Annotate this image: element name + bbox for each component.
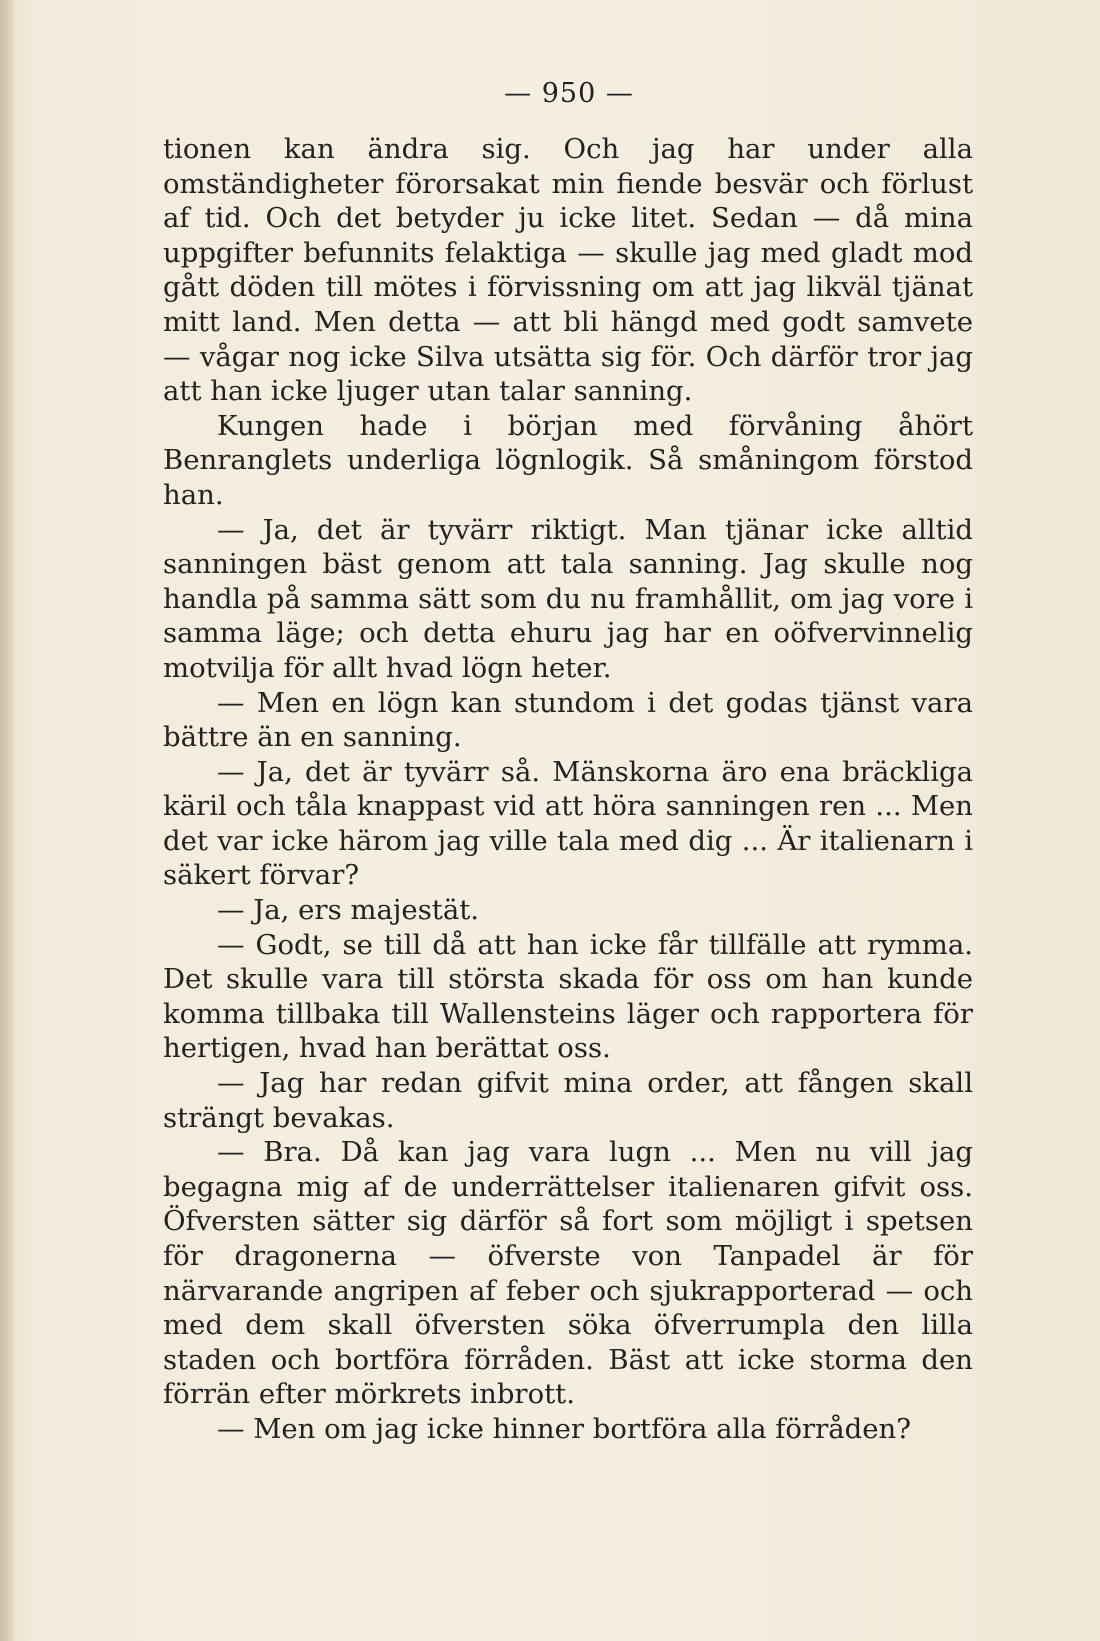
paragraph-1: tionen kan ändra sig. Och jag har under alla omständigheter förorsakat min fiende besvär och förlust af tid. Och det betyder ju icke litet. Sedan — då mina uppgifter befunnits felaktiga — skulle jag med gladt mod gått döden till mötes i förvissning om att jag likväl tjänat mitt land. Men detta — att bli hängd med godt samvete — vågar nog icke Silva utsätta sig för. Och därför tror jag att han icke ljuger utan talar sanning. (163, 133, 973, 408)
paragraph-10: — Men om jag icke hinner bortföra alla förråden? (217, 1412, 911, 1445)
page-number: — 950 — (504, 78, 634, 109)
paragraph-2: Kungen hade i början med förvåning åhört Benranglets underliga lögnlogik. Så småningom förstod han. (163, 409, 973, 511)
page-binding-edge (0, 0, 14, 1641)
paragraph-3: — Ja, det är tyvärr riktigt. Man tjänar icke alltid sanningen bäst genom att tala sanning. Jag skulle nog handla på samma sätt som du nu framhållit, om jag vore i samma läge; och detta ehuru jag har en oöfvervinnelig motvilja för allt hvad lögn heter. (163, 513, 973, 684)
body-text (163, 132, 973, 1447)
paragraph-5: — Ja, det är tyvärr så. Mänskorna äro ena bräckliga käril och tåla knappast vid att höra sanningen ren ... Men det var icke härom jag ville tala med dig ... Är italienarn i säkert förvar? (163, 755, 973, 892)
paragraph-8: — Jag har redan gifvit mina order, att fången skall strängt bevakas. (163, 1067, 973, 1134)
paragraph-9: — Bra. Då kan jag vara lugn ... Men nu vill jag begagna mig af de underrättelser italienaren gifvit oss. Öfversten sätter sig därför så fort som möjligt i spetsen för dragonerna — öfverste von Tanpadel är för närvarande angripen af feber och sjukrapporterad — och med dem skall öfversten söka öfverrumpla den lilla staden och bortföra förråden. Bäst att icke storma den förrän efter mörkrets inbrott. (163, 1136, 973, 1411)
paragraph-6: — Ja, ers majestät. (217, 894, 480, 927)
paragraph-4: — Men en lögn kan stundom i det godas tjänst vara bättre än en sanning. (163, 686, 973, 754)
paragraph-7: — Godt, se till då att han icke får tillfälle att rymma. Det skulle vara till största skada för oss om han kunde komma tillbaka till Wallensteins läger och rapportera för hertigen, hvad han berättat oss. (163, 928, 973, 1065)
